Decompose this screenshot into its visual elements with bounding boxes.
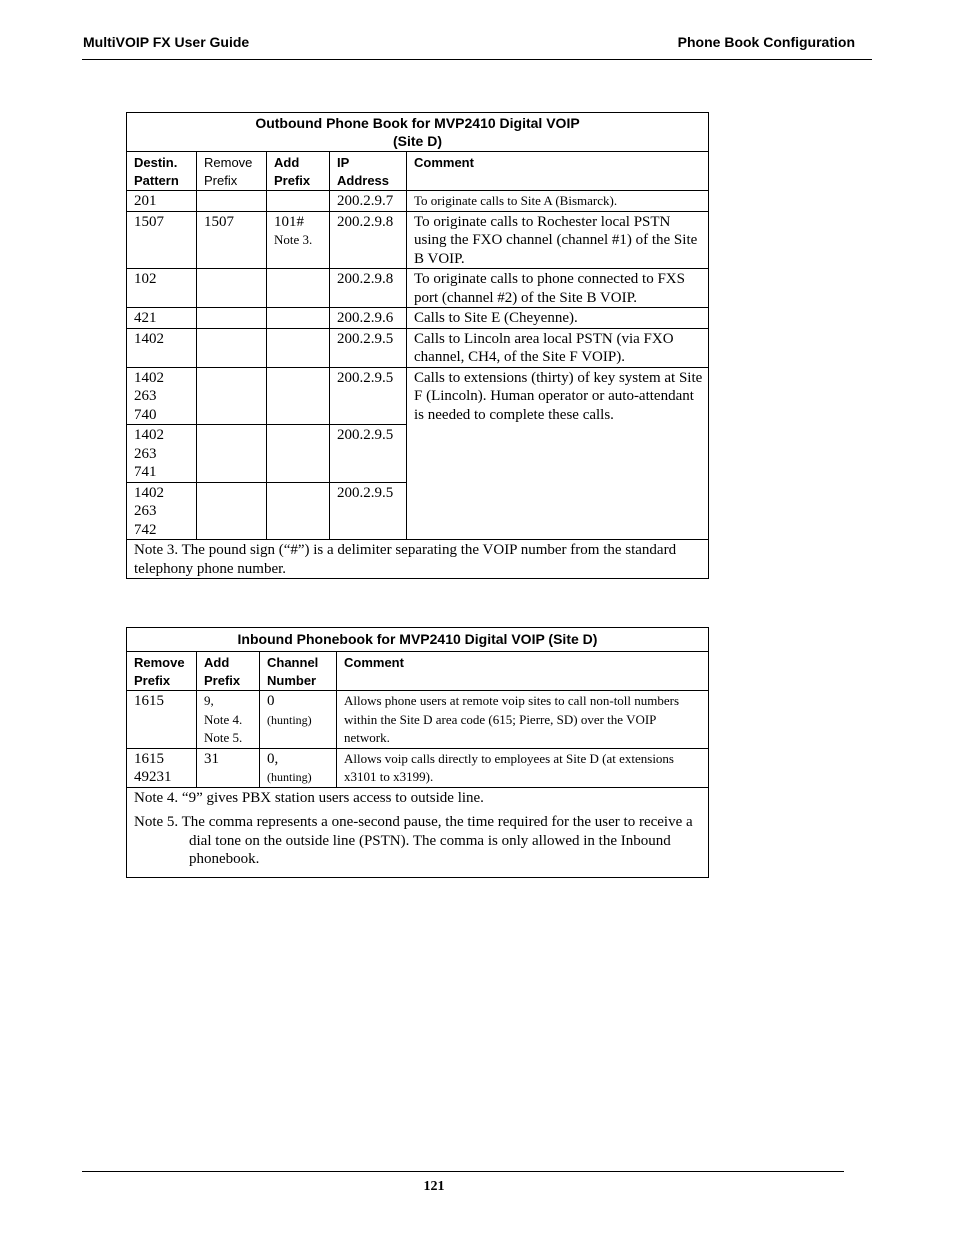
comment-cell: To originate calls to Site A (Bismarck).: [407, 191, 709, 212]
ip-cell: 200.2.9.5: [330, 425, 407, 483]
page-number: 121: [423, 1179, 445, 1194]
channel-cell: [260, 691, 337, 749]
add-cell: [267, 308, 330, 329]
col-header-line: Channel: [267, 655, 319, 670]
destin-cell: 421: [127, 308, 197, 329]
add-cell: [267, 425, 330, 483]
col-header-add-prefix: [267, 152, 330, 191]
comment-cell: Calls to Lincoln area local PSTN (via FXO channel, CH4, of the Site F VOIP).: [407, 328, 709, 367]
col-header-line: Destin.: [134, 155, 178, 170]
add-cell: [197, 691, 260, 749]
remove-cell: [197, 328, 267, 367]
ip-cell: 200.2.9.7: [330, 191, 407, 212]
channel-value: 0,: [267, 750, 279, 767]
col-header-line: Pattern: [134, 173, 179, 188]
note-4: Note 4. “9” gives PBX station users access to outside line.: [134, 789, 484, 806]
col-header-line: Remove: [134, 655, 185, 670]
col-header-destin-pattern: [127, 152, 197, 191]
ip-cell: 200.2.9.6: [330, 308, 407, 329]
ip-cell: 200.2.9.5: [330, 482, 407, 540]
ip-cell: 200.2.9.8: [330, 211, 407, 269]
col-header-ip-address: [330, 152, 407, 191]
col-header-line: IP: [337, 155, 350, 170]
add-note-ref: Note 3.: [274, 232, 313, 247]
remove-cell: [197, 308, 267, 329]
outbound-table-title: [127, 113, 709, 152]
remove-part: 49231: [134, 769, 172, 785]
add-value: 101#: [274, 213, 304, 230]
table-row: [127, 211, 709, 269]
add-cell: [267, 367, 330, 425]
col-header-add-prefix: [197, 652, 260, 691]
add-cell: [267, 269, 330, 308]
table-row: [127, 269, 709, 308]
remove-part: 1615: [134, 750, 164, 767]
remove-cell: [197, 269, 267, 308]
table-row: [127, 748, 709, 787]
col-header-line: Prefix: [204, 673, 241, 688]
col-header-comment: Comment: [407, 152, 709, 191]
destin-part: 740: [134, 406, 157, 423]
ip-cell: 200.2.9.5: [330, 328, 407, 367]
col-header-line: Prefix: [274, 173, 311, 188]
header-guide-title: MultiVOIP FX User Guide: [83, 34, 250, 50]
table-row: [127, 367, 709, 425]
remove-cell: [197, 191, 267, 212]
comment-cell: Allows voip calls directly to employees at Site D (at extensions x3101 to x3199).: [337, 748, 709, 787]
col-header-line: Prefix: [134, 673, 171, 688]
ip-cell: 200.2.9.5: [330, 367, 407, 425]
inbound-table-title: Inbound Phonebook for MVP2410 Digital VOIP (Site D): [127, 628, 709, 652]
remove-cell: [197, 425, 267, 483]
col-header-line: Address: [337, 173, 390, 188]
col-header-comment: Comment: [337, 652, 709, 691]
destin-part: 1402: [134, 484, 164, 501]
add-value: 9,: [204, 693, 214, 708]
col-header-line: Remove: [204, 155, 253, 170]
comment-cell: To originate calls to phone connected to FXS port (channel #2) of the Site B VOIP.: [407, 269, 709, 308]
comment-cell: Calls to extensions (thirty) of key system at Site F (Lincoln). Human operator or auto-attendant is needed to complete these calls.: [407, 367, 709, 540]
outbound-phonebook-table: [126, 112, 709, 579]
add-cell: [267, 482, 330, 540]
inbound-phonebook-table: [126, 627, 709, 878]
comment-cell: To originate calls to Rochester local PSTN using the FXO channel (channel #1) of the Site B VOIP.: [407, 211, 709, 269]
col-header-channel-number: [260, 652, 337, 691]
col-header-line: Add: [274, 155, 300, 170]
remove-cell: 1615: [127, 691, 197, 749]
note-5: Note 5. The comma represents a one-second pause, the time required for the user to receive a dial tone on the outside line (PSTN). The comma is only allowed in the Inbound phonebook.: [134, 814, 693, 867]
table-row: [127, 328, 709, 367]
channel-note: (hunting): [267, 770, 312, 784]
header-section-title: Phone Book Configuration: [677, 34, 855, 50]
destin-cell: [127, 482, 197, 540]
outbound-title-line2: (Site D): [393, 133, 442, 149]
remove-cell: 1507: [197, 211, 267, 269]
col-header-remove-prefix: [197, 152, 267, 191]
table-row: [127, 691, 709, 749]
destin-part: 1402: [134, 369, 164, 386]
col-header-line: Number: [267, 673, 317, 688]
destin-part: 263: [134, 503, 157, 519]
destin-part: 742: [134, 521, 157, 538]
header-divider: [82, 59, 872, 60]
col-header-line: Prefix: [204, 173, 238, 188]
add-cell: [267, 191, 330, 212]
col-header-remove-prefix: [127, 652, 197, 691]
destin-part: 263: [134, 445, 157, 462]
remove-cell: [197, 367, 267, 425]
add-note-ref: Note 4.: [204, 711, 243, 727]
add-cell: 31: [197, 748, 260, 787]
note-3: Note 3. The pound sign (“#”) is a delimiter separating the VOIP number from the standard telephony phone number.: [127, 540, 709, 579]
ip-cell: 200.2.9.8: [330, 269, 407, 308]
destin-part: 1402: [134, 427, 164, 443]
col-header-line: Add: [204, 655, 230, 670]
outbound-title-line1: Outbound Phone Book for MVP2410 Digital VOIP: [255, 115, 580, 131]
destin-cell: 201: [127, 191, 197, 212]
destin-cell: 1402: [127, 328, 197, 367]
destin-cell: 102: [127, 269, 197, 308]
comment-cell: Calls to Site E (Cheyenne).: [407, 308, 709, 329]
inbound-notes: [127, 787, 709, 877]
comment-cell: Allows phone users at remote voip sites to call non-toll numbers within the Site D area code (615; Pierre, SD) over the VOIP network.: [337, 691, 709, 749]
add-cell: [267, 328, 330, 367]
remove-cell: [127, 748, 197, 787]
footer-divider: [82, 1171, 844, 1172]
channel-cell: [260, 748, 337, 787]
destin-cell: [127, 425, 197, 483]
destin-part: 741: [134, 464, 157, 480]
add-cell: [267, 211, 330, 269]
table-row: [127, 308, 709, 329]
remove-cell: [197, 482, 267, 540]
add-note-ref: Note 5.: [204, 730, 243, 745]
channel-note: (hunting): [267, 712, 312, 727]
table-row: [127, 191, 709, 212]
destin-cell: 1507: [127, 211, 197, 269]
destin-part: 263: [134, 388, 157, 404]
channel-value: 0: [267, 693, 275, 709]
destin-cell: [127, 367, 197, 425]
